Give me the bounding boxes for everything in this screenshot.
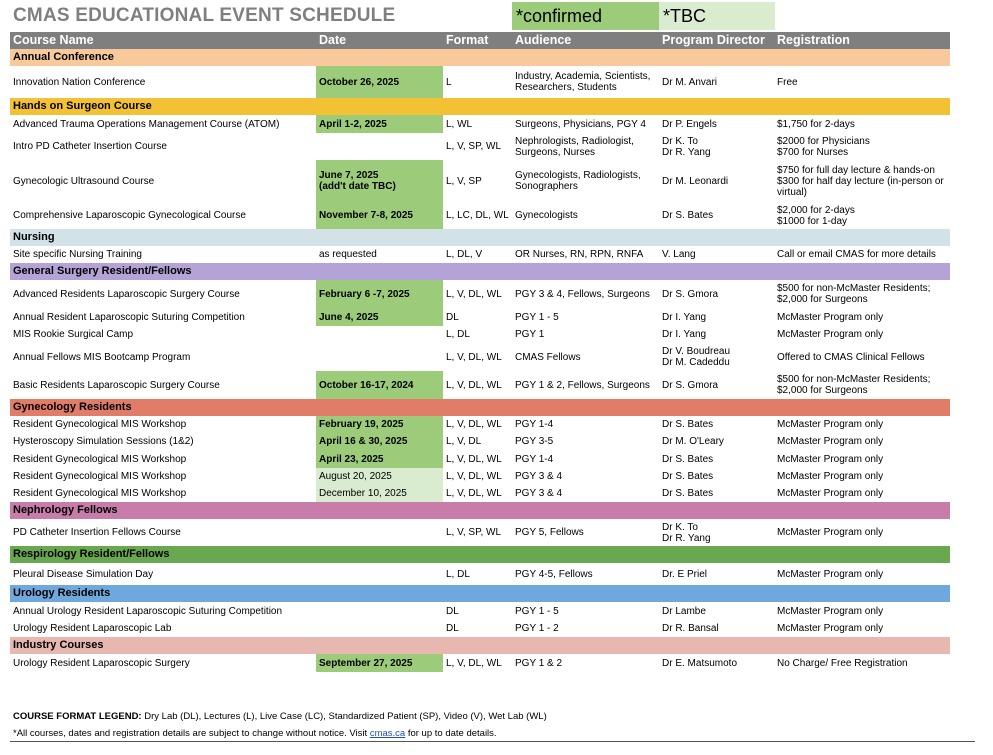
course-audience: PGY 1 & 2 xyxy=(515,657,563,669)
course-registration: $500 for non-McMaster Residents; $2,000 for Surgeons xyxy=(777,283,931,305)
section-header xyxy=(10,98,950,115)
course-row xyxy=(10,485,950,502)
section-header xyxy=(10,546,950,563)
course-audience: CMAS Fellows xyxy=(515,351,581,363)
course-format: L, V, DL, WL xyxy=(446,488,502,499)
section-header xyxy=(10,49,950,66)
course-name: Urology Resident Laparoscopic Lab xyxy=(13,623,172,634)
section-header xyxy=(10,229,950,246)
section-title: Hands on Surgeon Course xyxy=(13,100,152,112)
course-audience: PGY 1 & 2, Fellows, Surgeons xyxy=(515,379,650,391)
course-registration: McMaster Program only xyxy=(777,453,884,465)
course-format: L, V, SP xyxy=(446,175,482,187)
course-audience: PGY 1-4 xyxy=(515,419,554,430)
disclaimer xyxy=(13,728,497,739)
course-format: L, V, DL, WL xyxy=(446,419,502,430)
course-row xyxy=(10,280,950,308)
course-director: Dr S. Bates xyxy=(662,471,714,482)
course-registration: McMaster Program only xyxy=(777,471,884,482)
course-row xyxy=(10,654,950,672)
course-director: Dr E. Matsumoto xyxy=(662,657,738,669)
course-date: as requested xyxy=(319,249,377,260)
section-header xyxy=(10,637,950,654)
section-title: Respirology Resident/Fellows xyxy=(13,548,170,560)
course-audience: PGY 3 & 4 xyxy=(515,471,563,482)
course-name: Urology Resident Laparoscopic Surgery xyxy=(13,657,190,669)
course-name: Intro PD Catheter Insertion Course xyxy=(13,141,167,152)
course-registration: Call or email CMAS for more details xyxy=(777,249,936,260)
course-name: Resident Gynecological MIS Workshop xyxy=(13,453,187,465)
course-director: Dr S. Gmora xyxy=(662,288,719,300)
course-date: September 27, 2025 xyxy=(316,654,443,672)
course-name: Annual Resident Laparoscopic Suturing Competition xyxy=(13,311,245,323)
course-date: February 6 -7, 2025 xyxy=(316,280,443,308)
course-format: L, V, DL, WL xyxy=(446,288,502,300)
course-date: April 1-2, 2025 xyxy=(316,115,443,133)
course-format: DL xyxy=(446,311,459,323)
course-name: Annual Fellows MIS Bootcamp Program xyxy=(13,351,191,363)
course-row xyxy=(10,202,950,229)
course-registration: McMaster Program only xyxy=(777,605,884,617)
course-name: Pleural Disease Simulation Day xyxy=(13,568,154,580)
course-registration: McMaster Program only xyxy=(777,527,884,538)
course-registration: No Charge/ Free Registration xyxy=(777,657,908,669)
course-registration: Offered to CMAS Clinical Fellows xyxy=(777,351,925,363)
course-registration: $500 for non-McMaster Residents; $2,000 for Surgeons xyxy=(777,374,931,396)
course-date: June 4, 2025 xyxy=(316,308,443,326)
course-row xyxy=(10,160,950,202)
course-registration: $1,750 for 2-days xyxy=(777,118,855,130)
course-director: Dr I. Yang xyxy=(662,311,707,323)
tbc-key: *TBC xyxy=(659,2,775,30)
column-header: Course Name xyxy=(10,32,316,49)
course-row xyxy=(10,519,950,546)
cmas-link[interactable]: cmas.ca xyxy=(369,728,406,739)
course-registration: McMaster Program only xyxy=(777,311,884,323)
course-row xyxy=(10,115,950,133)
section-title: Industry Courses xyxy=(13,639,104,651)
course-date xyxy=(316,602,443,620)
course-row xyxy=(10,326,950,343)
legend-label: COURSE FORMAT LEGEND: xyxy=(13,711,142,722)
column-header: Registration xyxy=(774,32,950,49)
course-name: Innovation Nation Conference xyxy=(13,76,146,88)
section-title: Gynecology Residents xyxy=(13,401,132,413)
course-format: L, LC, DL, WL xyxy=(446,210,509,221)
course-director: Dr S. Bates xyxy=(662,210,714,221)
course-date: April 16 & 30, 2025 xyxy=(316,433,443,450)
course-date: October 26, 2025 xyxy=(316,66,443,98)
course-date xyxy=(316,620,443,637)
section-title: Annual Conference xyxy=(13,51,114,63)
course-audience: PGY 3 & 4, Fellows, Surgeons xyxy=(515,288,650,300)
course-name: Advanced Trauma Operations Management Course (ATOM) xyxy=(13,118,280,130)
course-director: Dr P. Engels xyxy=(662,118,717,130)
course-audience: PGY 4-5, Fellows xyxy=(515,568,593,580)
course-registration: McMaster Program only xyxy=(777,568,884,580)
schedule-table xyxy=(10,32,950,672)
section-header xyxy=(10,502,950,519)
course-date xyxy=(316,519,443,546)
page-title: CMAS EDUCATIONAL EVENT SCHEDULE xyxy=(13,5,396,26)
course-director: Dr S. Bates xyxy=(662,419,714,430)
course-format: L, V, SP, WL xyxy=(446,141,502,152)
section-header xyxy=(10,263,950,280)
course-name: Basic Residents Laparoscopic Surgery Course xyxy=(13,379,220,391)
course-format: DL xyxy=(446,605,459,617)
course-format: L, DL, V xyxy=(446,249,483,260)
course-director: Dr M. Leonardi xyxy=(662,175,729,187)
course-date: December 10, 2025 xyxy=(316,485,443,502)
course-date: November 7-8, 2025 xyxy=(316,202,443,229)
course-row xyxy=(10,371,950,399)
course-name: Gynecologic Ultrasound Course xyxy=(13,175,155,187)
course-row xyxy=(10,246,950,263)
section-title: Nephrology Fellows xyxy=(13,504,118,516)
course-date: August 20, 2025 xyxy=(316,468,443,485)
course-director: Dr I. Yang xyxy=(662,329,707,340)
course-row xyxy=(10,563,950,585)
course-name: Advanced Residents Laparoscopic Surgery Course xyxy=(13,288,240,300)
course-row xyxy=(10,620,950,637)
course-date: October 16-17, 2024 xyxy=(316,371,443,399)
section-title: Nursing xyxy=(13,231,55,243)
section-title: General Surgery Resident/Fellows xyxy=(13,265,192,277)
course-audience: PGY 3 & 4 xyxy=(515,488,563,499)
course-audience: Surgeons, Physicians, PGY 4 xyxy=(515,118,646,130)
course-date: June 7, 2025 (add't date TBC) xyxy=(316,160,443,202)
course-format: L xyxy=(446,76,452,88)
course-director: Dr Lambe xyxy=(662,605,706,617)
column-header: Format xyxy=(443,32,512,49)
course-audience: Gynecologists, Radiologists, Sonographers xyxy=(515,170,641,192)
course-format: L, V, DL xyxy=(446,436,482,447)
course-registration: $2000 for Physicians $700 for Nurses xyxy=(777,135,870,158)
course-director: Dr. E Priel xyxy=(662,568,708,580)
course-row xyxy=(10,343,950,371)
course-row xyxy=(10,468,950,485)
course-row xyxy=(10,416,950,433)
course-audience: PGY 5, Fellows xyxy=(515,527,584,538)
column-header: Audience xyxy=(512,32,659,49)
course-name: Site specific Nursing Training xyxy=(13,249,142,260)
course-format: L, V, DL, WL xyxy=(446,471,502,482)
course-date xyxy=(316,133,443,160)
course-audience: Nephrologists, Radiologist, Surgeons, Nurses xyxy=(515,135,634,158)
course-director: Dr M. O'Leary xyxy=(662,436,724,447)
course-row xyxy=(10,308,950,326)
course-format: L, V, DL, WL xyxy=(446,453,502,465)
course-director: Dr V. Boudreau Dr M. Cadeddu xyxy=(662,346,731,368)
course-director: Dr S. Bates xyxy=(662,453,714,465)
course-date xyxy=(316,326,443,343)
course-format: L, V, DL, WL xyxy=(446,351,502,363)
course-name: PD Catheter Insertion Fellows Course xyxy=(13,527,181,538)
course-audience: Gynecologists xyxy=(515,210,578,221)
course-audience: OR Nurses, RN, RPN, RNFA xyxy=(515,249,644,260)
course-registration: $750 for full day lecture & hands-on $300 for half day lecture (in-person or virtual) xyxy=(777,164,944,198)
confirmed-key: *confirmed xyxy=(512,2,659,30)
course-name: Resident Gynecological MIS Workshop xyxy=(13,419,187,430)
section-header xyxy=(10,399,950,416)
course-date xyxy=(316,563,443,585)
course-row xyxy=(10,66,950,98)
course-director: Dr K. To Dr R. Yang xyxy=(662,135,711,158)
course-name: Resident Gynecological MIS Workshop xyxy=(13,471,187,482)
course-format: L, DL xyxy=(446,568,470,580)
course-registration: $2,000 for 2-days $1000 for 1-day xyxy=(777,204,855,227)
course-registration: McMaster Program only xyxy=(777,436,884,447)
course-registration: McMaster Program only xyxy=(777,329,884,340)
course-audience: Industry, Academia, Scientists, Researchers, Students xyxy=(515,71,651,93)
course-format: L, DL xyxy=(446,329,470,340)
course-audience: PGY 1-4 xyxy=(515,453,554,465)
legend-items: Dry Lab (DL), Lectures (L), Live Case (LC), Standardized Patient (SP), Video (V), Wet Lab (WL) xyxy=(144,711,547,722)
course-audience: PGY 3-5 xyxy=(515,436,554,447)
table-header xyxy=(10,32,950,49)
course-director: Dr K. To Dr R. Yang xyxy=(662,521,711,544)
course-name: Annual Urology Resident Laparoscopic Suturing Competition xyxy=(13,605,283,617)
course-format: L, WL xyxy=(446,118,473,130)
course-registration: McMaster Program only xyxy=(777,623,884,634)
course-date: February 19, 2025 xyxy=(316,416,443,433)
course-director: Dr S. Gmora xyxy=(662,379,719,391)
section-header xyxy=(10,585,950,602)
course-audience: PGY 1 - 2 xyxy=(515,623,559,634)
course-name: Comprehensive Laparoscopic Gynecological Course xyxy=(13,210,246,221)
course-row xyxy=(10,602,950,620)
course-audience: PGY 1 xyxy=(515,329,545,340)
section-title: Urology Residents xyxy=(13,587,111,599)
course-date xyxy=(316,343,443,371)
course-name: Hysteroscopy Simulation Sessions (1&2) xyxy=(13,436,194,447)
disclaimer-text: *All courses, dates and registration details are subject to change without notice. Visit xyxy=(13,728,370,739)
course-format: DL xyxy=(446,623,459,634)
course-director: Dr M. Anvari xyxy=(662,76,718,88)
course-row xyxy=(10,133,950,160)
column-header: Date xyxy=(316,32,443,49)
course-format: L, V, DL, WL xyxy=(446,379,502,391)
course-audience: PGY 1 - 5 xyxy=(515,311,559,323)
course-registration: Free xyxy=(777,76,798,88)
schedule-body xyxy=(10,49,950,672)
course-director: Dr S. Bates xyxy=(662,488,714,499)
bottom-divider xyxy=(10,741,975,742)
course-registration: McMaster Program only xyxy=(777,488,884,499)
course-name: Resident Gynecological MIS Workshop xyxy=(13,488,187,499)
column-header: Program Director xyxy=(659,32,774,49)
course-director: V. Lang xyxy=(662,249,696,260)
course-row xyxy=(10,433,950,450)
course-registration: McMaster Program only xyxy=(777,419,884,430)
format-legend xyxy=(13,711,547,722)
course-audience: PGY 1 - 5 xyxy=(515,605,559,617)
disclaimer-text-end: for up to date details. xyxy=(405,728,497,739)
course-name: MIS Rookie Surgical Camp xyxy=(13,329,134,340)
course-format: L, V, SP, WL xyxy=(446,527,502,538)
course-format: L, V, DL, WL xyxy=(446,657,502,669)
course-date: April 23, 2025 xyxy=(316,450,443,468)
course-row xyxy=(10,450,950,468)
course-director: Dr R. Bansal xyxy=(662,623,719,634)
